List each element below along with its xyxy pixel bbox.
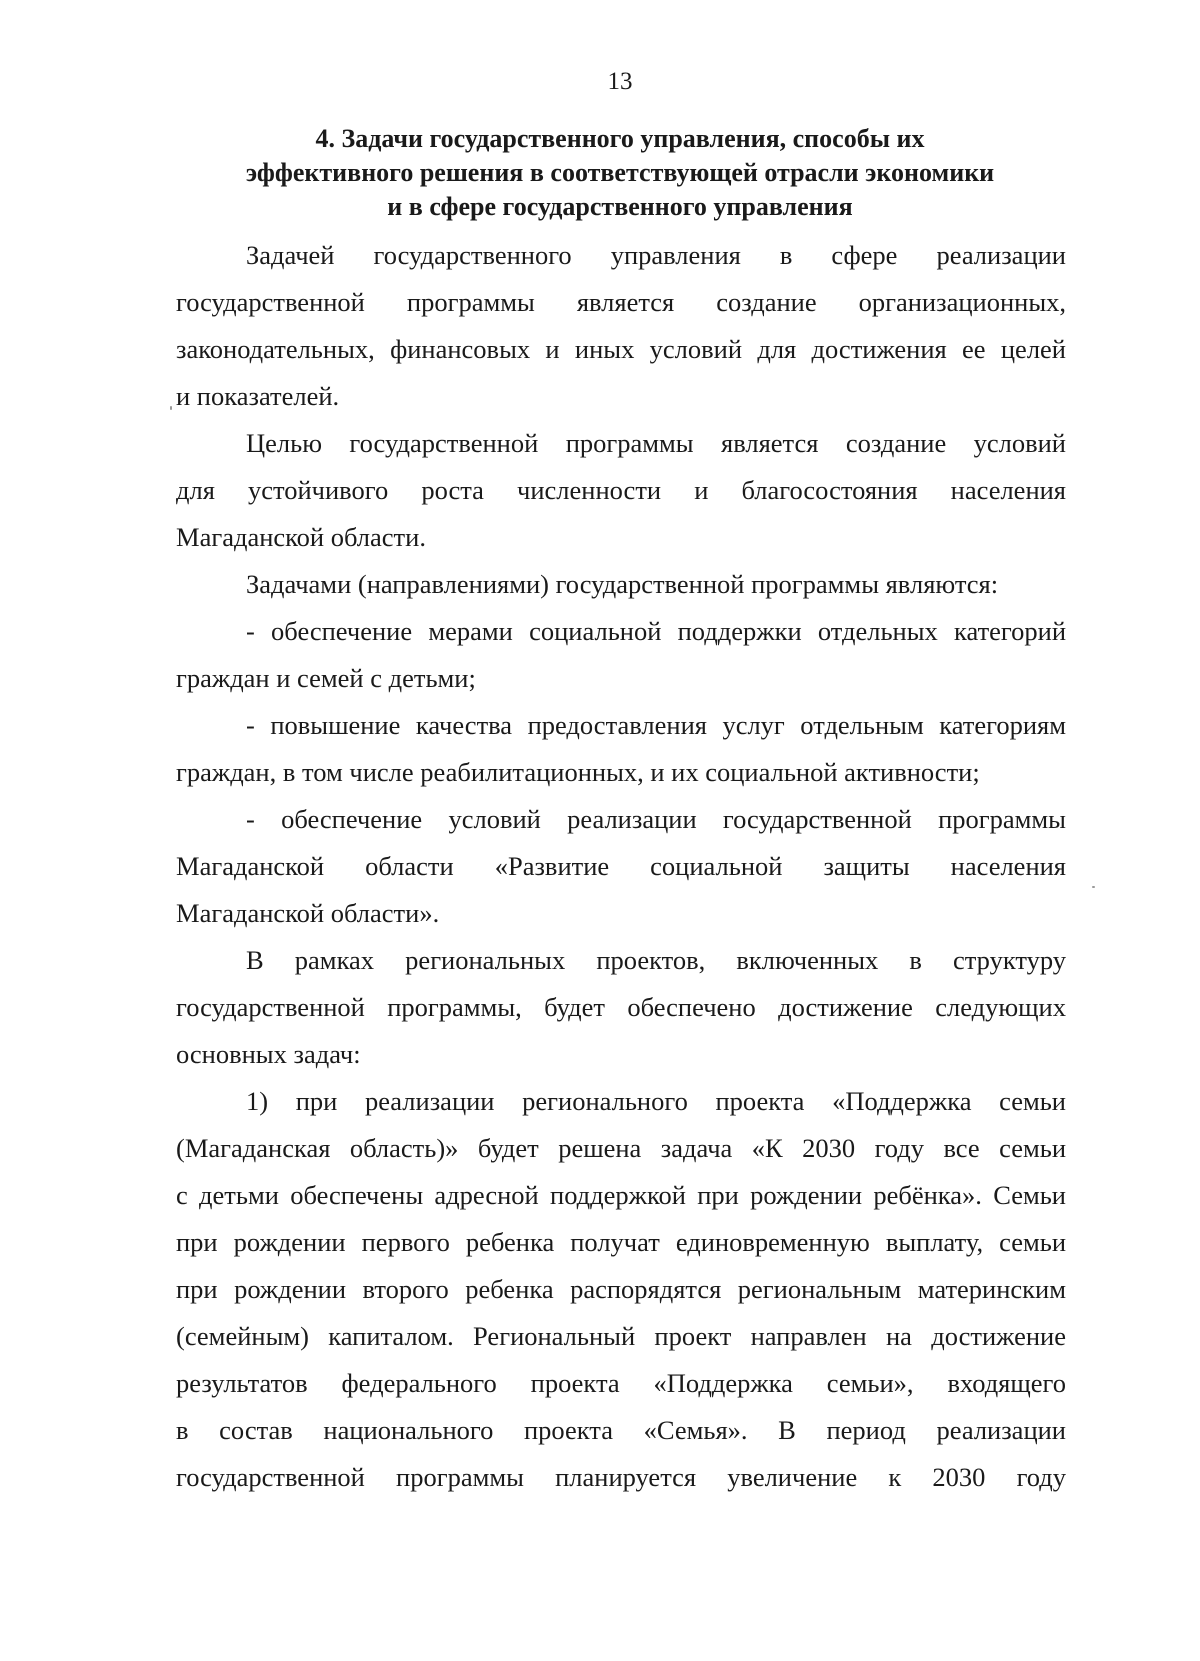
text-line: (Магаданская область)» будет решена задача «К 2030 году все семьи xyxy=(176,1133,1066,1163)
text-line: в состав национального проекта «Семья». В период реализации xyxy=(176,1415,1066,1445)
text-line: государственной программы является создание организационных, xyxy=(176,287,1066,317)
text-line: граждан и семей с детьми; xyxy=(176,663,476,693)
text-line: государственной программы планируется увеличение к 2030 году xyxy=(176,1462,1066,1492)
scan-speck xyxy=(1092,886,1095,888)
text-line: государственной программы, будет обеспечено достижение следующих xyxy=(176,992,1066,1022)
text-line: при рождении первого ребенка получат единовременную выплату, семьи xyxy=(176,1227,1066,1257)
text-line: Задачами (направлениями) государственной программы являются: xyxy=(246,569,999,599)
section-heading-line: эффективного решения в соответствующей отрасли экономики xyxy=(245,158,995,187)
text-line: и показателей. xyxy=(176,381,340,411)
text-line: для устойчивого роста численности и благосостояния населения xyxy=(176,475,1066,505)
text-line: Магаданской области». xyxy=(176,898,440,928)
text-line: Магаданской области. xyxy=(176,522,426,552)
section-heading-line: 4. Задачи государственного управления, способы их xyxy=(315,124,925,153)
paragraph xyxy=(176,420,1066,561)
text-line: - обеспечение условий реализации государственной программы xyxy=(246,804,1066,834)
text-line: при рождении второго ребенка распорядятся региональным материнским xyxy=(176,1274,1066,1304)
section-heading-line: и в сфере государственного управления xyxy=(387,192,853,221)
text-line: Задачей государственного управления в сфере реализации xyxy=(246,240,1066,270)
list-item xyxy=(176,702,1066,796)
text-line: результатов федерального проекта «Поддержка семьи», входящего xyxy=(176,1368,1066,1398)
text-line: с детьми обеспечены адресной поддержкой при рождении ребёнка». Семьи xyxy=(176,1180,1066,1210)
scan-speck xyxy=(170,406,172,410)
text-line: 1) при реализации регионального проекта «Поддержка семьи xyxy=(246,1086,1066,1116)
text-line: - повышение качества предоставления услуг отдельным категориям xyxy=(246,710,1066,740)
list-item xyxy=(176,796,1066,937)
text-line: основных задач: xyxy=(176,1039,361,1069)
text-line: (семейным) капиталом. Региональный проект направлен на достижение xyxy=(176,1321,1066,1351)
text-line: законодательных, финансовых и иных условий для достижения ее целей xyxy=(176,334,1066,364)
section-heading xyxy=(170,122,1070,224)
page-number: 13 xyxy=(607,68,633,95)
text-line: Целью государственной программы является создание условий xyxy=(246,428,1066,458)
body-text xyxy=(176,232,1066,1501)
text-line: - обеспечение мерами социальной поддержки отдельных категорий xyxy=(246,616,1066,646)
text-line: В рамках региональных проектов, включенных в структуру xyxy=(246,945,1066,975)
paragraph xyxy=(176,561,1066,608)
text-line: граждан, в том числе реабилитационных, и их социальной активности; xyxy=(176,757,980,787)
list-item xyxy=(176,608,1066,702)
paragraph xyxy=(176,232,1066,420)
paragraph xyxy=(176,1078,1066,1501)
text-line: Магаданской области «Развитие социальной защиты населения xyxy=(176,851,1066,881)
paragraph xyxy=(176,937,1066,1078)
